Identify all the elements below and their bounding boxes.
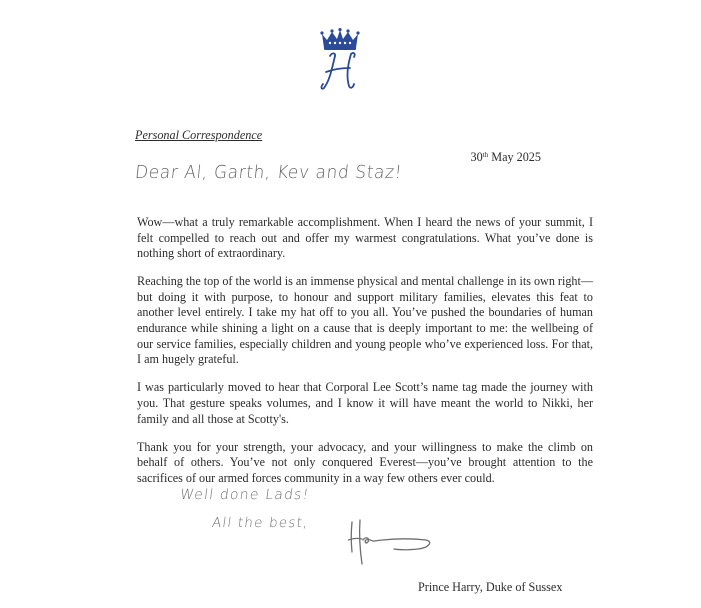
paragraph: Thank you for your strength, your advocacy, and your willingness to make the climb on behalf of others. You’ve not only conquered Everest—you’ve brought attention to the sacrifices of our armed forces community in a way few others ever could. xyxy=(137,439,593,485)
handwritten-closing-line-2: All the best, xyxy=(210,515,310,531)
royal-monogram-logo xyxy=(318,28,362,92)
handwritten-salutation: Dear Al, Garth, Kev and Staz! xyxy=(133,162,404,184)
monogram-h-icon xyxy=(321,53,354,89)
crown-icon xyxy=(320,28,359,50)
paragraph: Wow—what a truly remarkable accomplishment. When I heard the news of your summit, I felt compelled to reach out and offer my warmest congratulations. What you’ve done is nothing short of extraordinary. xyxy=(137,215,593,261)
signature-image xyxy=(348,518,438,568)
signatory-name: Prince Harry, Duke of Sussex xyxy=(418,580,563,594)
date-rest: May 2025 xyxy=(488,150,541,164)
paragraph: Reaching the top of the world is an immense physical and mental challenge in its own right—but doing it with purpose, to honour and support military families, elevates this feat to another level entirely. I take my hat off to you all. You’ve pushed the boundaries of human endurance while shining a light on a cause that is deeply important to me: the wellbeing of our service families, especially children and young people who’ve experienced loss. For that, I am hugely grateful. xyxy=(137,274,593,367)
date-suffix: th xyxy=(482,151,489,159)
paragraph: I was particularly moved to hear that Corporal Lee Scott’s name tag made the journey with you. That gesture speaks volumes, and I know it will have meant the world to Nikki, her family and all those at Scotty's. xyxy=(137,380,593,426)
handwritten-closing-line-1: Well done Lads! xyxy=(178,487,311,503)
letter-heading: Personal Correspondence xyxy=(135,128,263,142)
letter-body xyxy=(137,215,593,499)
letter-date xyxy=(471,150,541,165)
date-day: 30 xyxy=(470,150,483,164)
